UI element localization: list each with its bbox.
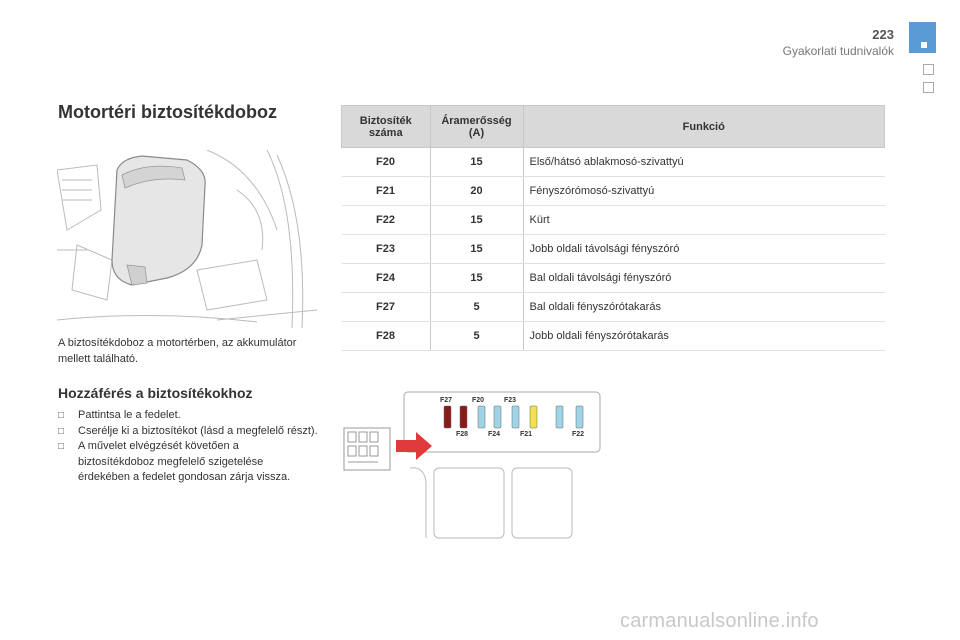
fuse-label: F20 [472, 397, 485, 404]
column-header-fuse-number: Biztosíték száma [342, 106, 431, 148]
section-tab[interactable] [923, 82, 934, 93]
fuse-amperage: 15 [430, 206, 523, 235]
step-text: Pattintsa le a fedelet. [78, 409, 181, 421]
checkbox-bullet-icon: □ [58, 441, 65, 452]
relay-outline [512, 468, 572, 538]
page-title: Motortéri biztosítékdoboz [58, 102, 277, 122]
fuse-number: F28 [342, 322, 431, 351]
fuse-slot [460, 406, 467, 428]
table-row [342, 293, 885, 322]
connector-panel [344, 428, 390, 470]
fuse-function: Kürt [523, 206, 885, 235]
fuse-function: Bal oldali fényszórótakarás [523, 293, 885, 322]
fuse-label: F24 [488, 431, 501, 438]
table-row [342, 264, 885, 293]
list-item [58, 408, 318, 424]
fuse-label: F23 [504, 397, 517, 404]
fuse-number: F22 [342, 206, 431, 235]
fuse-number: F27 [342, 293, 431, 322]
fuse-function: Jobb oldali fényszórótakarás [523, 322, 885, 351]
step-text: A művelet elvégzését követően a biztosítékdoboz megfelelő szigetelése érdekében a fedelet gondosan zárja vissza. [78, 440, 291, 483]
fuse-function: Fényszórómosó-szivattyú [523, 177, 885, 206]
fuse-amperage: 20 [430, 177, 523, 206]
location-caption: A biztosítékdoboz a motortérben, az akkumulátor mellett található. [58, 337, 297, 365]
fuse-label: F22 [572, 431, 585, 438]
fuse-slot [478, 406, 485, 428]
tab-marker-icon [921, 42, 927, 48]
fuse-slot [512, 406, 519, 428]
fuse-function: Bal oldali távolsági fényszóró [523, 264, 885, 293]
section-title: Gyakorlati tudnivalók [782, 44, 894, 58]
fuse-slot [576, 406, 583, 428]
page-number: 223 [872, 27, 894, 42]
fuse-amperage: 15 [430, 235, 523, 264]
access-heading: Hozzáférés a biztosítékokhoz [58, 385, 253, 401]
fuse-label: F27 [440, 397, 453, 404]
fusebox-diagram [340, 382, 602, 542]
checkbox-bullet-icon: □ [58, 410, 65, 421]
fuse-amperage: 15 [430, 264, 523, 293]
access-steps [58, 408, 318, 486]
table-row [342, 148, 885, 177]
column-header-amperage: Áramerősség (A) [430, 106, 523, 148]
fuse-function: Első/hátsó ablakmosó-szivattyú [523, 148, 885, 177]
relay-outline [410, 468, 426, 538]
watermark: carmanualsonline.info [620, 610, 819, 632]
fuse-amperage: 15 [430, 148, 523, 177]
list-item [58, 439, 318, 486]
fuse-number: F20 [342, 148, 431, 177]
fuse-label: F21 [520, 431, 533, 438]
step-text: Cserélje ki a biztosítékot (lásd a megfelelő részt). [78, 424, 318, 437]
section-tab-active[interactable] [909, 22, 936, 53]
fuse-slots [444, 406, 583, 428]
table-row [342, 322, 885, 351]
fuse-table [341, 105, 885, 351]
list-item [58, 424, 318, 440]
fuse-slot [444, 406, 451, 428]
fuse-function: Jobb oldali távolsági fényszóró [523, 235, 885, 264]
column-header-function: Funkció [523, 106, 885, 148]
table-header-row [342, 106, 885, 148]
fuse-slot [494, 406, 501, 428]
fuse-slot [530, 406, 537, 428]
fuse-amperage: 5 [430, 322, 523, 351]
table-row [342, 206, 885, 235]
fuse-slot [556, 406, 563, 428]
location-arrow-icon [396, 432, 432, 460]
fuse-number: F24 [342, 264, 431, 293]
checkbox-bullet-icon: □ [58, 425, 65, 437]
table-row [342, 235, 885, 264]
engine-bay-illustration [57, 150, 319, 328]
relay-outline [434, 468, 504, 538]
section-tab[interactable] [923, 64, 934, 75]
fuse-amperage: 5 [430, 293, 523, 322]
fuse-number: F21 [342, 177, 431, 206]
fuse-label: F28 [456, 431, 469, 438]
fuse-block-outline [404, 392, 600, 452]
table-row [342, 177, 885, 206]
fuse-number: F23 [342, 235, 431, 264]
